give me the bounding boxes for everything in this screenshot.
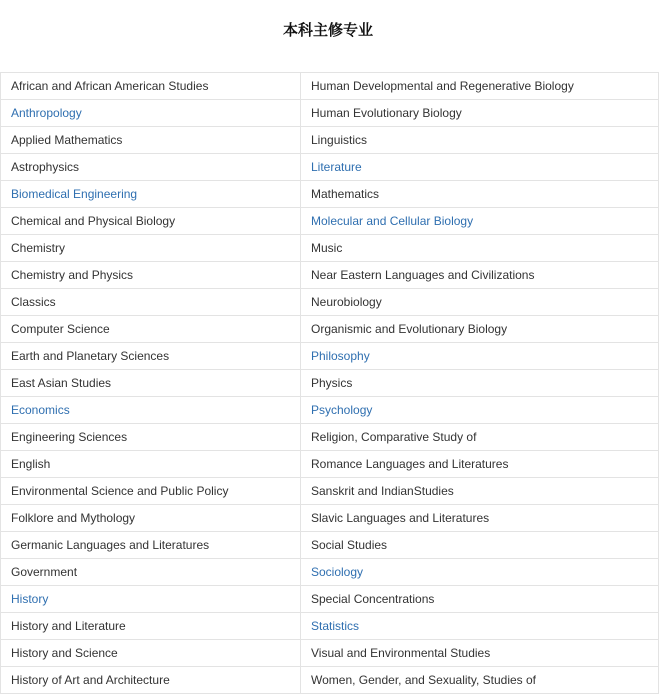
table-row <box>1 586 659 613</box>
table-cell <box>301 73 659 100</box>
table-cell <box>301 586 659 613</box>
major-name: Computer Science <box>11 322 110 336</box>
major-name: Neurobiology <box>311 295 382 309</box>
table-cell <box>301 208 659 235</box>
major-link[interactable]: Literature <box>311 160 362 174</box>
table-row <box>1 100 659 127</box>
table-row <box>1 424 659 451</box>
table-cell <box>1 154 301 181</box>
table-row <box>1 613 659 640</box>
major-name: Sanskrit and IndianStudies <box>311 484 454 498</box>
table-cell <box>1 181 301 208</box>
major-name: History of Art and Architecture <box>11 673 170 687</box>
major-name: Human Evolutionary Biology <box>311 106 462 120</box>
major-name: Chemistry and Physics <box>11 268 134 282</box>
table-row <box>1 559 659 586</box>
major-name: African and African American Studies <box>11 79 209 93</box>
table-cell <box>1 289 301 316</box>
major-name: Organismic and Evolutionary Biology <box>311 322 508 336</box>
table-cell <box>301 667 659 694</box>
major-name: English <box>11 457 51 471</box>
table-row <box>1 667 659 694</box>
table-cell <box>1 262 301 289</box>
table-cell <box>301 127 659 154</box>
major-name: Human Developmental and Regenerative Biology <box>311 79 574 93</box>
major-name: Chemistry <box>11 241 66 255</box>
table-row <box>1 73 659 100</box>
major-link[interactable]: Biomedical Engineering <box>11 187 138 201</box>
table-cell <box>301 343 659 370</box>
major-link[interactable]: History <box>11 592 49 606</box>
major-name: Slavic Languages and Literatures <box>311 511 490 525</box>
major-link[interactable]: Psychology <box>311 403 373 417</box>
table-cell <box>1 532 301 559</box>
table-cell <box>301 181 659 208</box>
table-cell <box>1 451 301 478</box>
table-row <box>1 478 659 505</box>
table-row <box>1 127 659 154</box>
major-name: Romance Languages and Literatures <box>311 457 509 471</box>
major-name: Folklore and Mythology <box>11 511 136 525</box>
table-cell <box>301 424 659 451</box>
table-row <box>1 532 659 559</box>
table-cell <box>1 424 301 451</box>
table-cell <box>1 370 301 397</box>
major-name: Earth and Planetary Sciences <box>11 349 170 363</box>
table-row <box>1 397 659 424</box>
table-row <box>1 181 659 208</box>
major-name: Religion, Comparative Study of <box>311 430 477 444</box>
table-cell <box>1 478 301 505</box>
major-name: Music <box>311 241 343 255</box>
table-cell <box>301 100 659 127</box>
major-name: Physics <box>311 376 353 390</box>
table-cell <box>1 397 301 424</box>
table-cell <box>1 640 301 667</box>
table-cell <box>301 154 659 181</box>
table-cell <box>301 532 659 559</box>
table-cell <box>1 586 301 613</box>
table-cell <box>1 559 301 586</box>
major-name: Visual and Environmental Studies <box>311 646 491 660</box>
major-name: Special Concentrations <box>311 592 435 606</box>
page-title: 本科主修专业 <box>282 21 373 39</box>
table-cell <box>1 100 301 127</box>
table-cell <box>1 667 301 694</box>
major-name: Astrophysics <box>11 160 80 174</box>
major-name: Near Eastern Languages and Civilizations <box>311 268 535 282</box>
major-name: Germanic Languages and Literatures <box>11 538 210 552</box>
major-name: Environmental Science and Public Policy <box>11 484 229 498</box>
major-link[interactable]: Philosophy <box>311 349 370 363</box>
table-cell <box>1 613 301 640</box>
table-cell <box>301 316 659 343</box>
major-name: History and Literature <box>11 619 126 633</box>
table-cell <box>301 613 659 640</box>
major-name: East Asian Studies <box>11 376 112 390</box>
table-cell <box>301 262 659 289</box>
major-name: Applied Mathematics <box>11 133 123 147</box>
table-cell <box>1 343 301 370</box>
table-cell <box>301 289 659 316</box>
major-link[interactable]: Molecular and Cellular Biology <box>311 214 474 228</box>
table-cell <box>1 316 301 343</box>
table-cell <box>301 505 659 532</box>
table-row <box>1 451 659 478</box>
table-row <box>1 154 659 181</box>
table-cell <box>1 208 301 235</box>
table-cell <box>301 397 659 424</box>
table-cell <box>1 235 301 262</box>
table-cell <box>301 559 659 586</box>
major-link[interactable]: Sociology <box>311 565 364 579</box>
major-name: Engineering Sciences <box>11 430 128 444</box>
table-row <box>1 343 659 370</box>
table-row <box>1 505 659 532</box>
major-link[interactable]: Anthropology <box>11 106 82 120</box>
major-name: History and Science <box>11 646 118 660</box>
major-name: Women, Gender, and Sexuality, Studies of <box>311 673 537 687</box>
table-row <box>1 262 659 289</box>
major-name: Linguistics <box>311 133 368 147</box>
table-cell <box>301 370 659 397</box>
table-row <box>1 370 659 397</box>
table-row <box>1 235 659 262</box>
major-name: Chemical and Physical Biology <box>11 214 176 228</box>
table-row <box>1 208 659 235</box>
table-row <box>1 316 659 343</box>
table-cell <box>1 505 301 532</box>
table-cell <box>301 478 659 505</box>
table-cell <box>301 640 659 667</box>
table-row <box>1 640 659 667</box>
majors-table-body <box>1 73 659 694</box>
table-cell <box>301 235 659 262</box>
major-name: Classics <box>11 295 56 309</box>
major-name: Mathematics <box>311 187 380 201</box>
major-name: Social Studies <box>311 538 388 552</box>
major-link[interactable]: Economics <box>11 403 70 417</box>
majors-table <box>0 72 659 694</box>
major-link[interactable]: Statistics <box>311 619 360 633</box>
table-cell <box>301 451 659 478</box>
table-cell <box>1 127 301 154</box>
table-cell <box>1 73 301 100</box>
major-name: Government <box>11 565 78 579</box>
table-row <box>1 289 659 316</box>
